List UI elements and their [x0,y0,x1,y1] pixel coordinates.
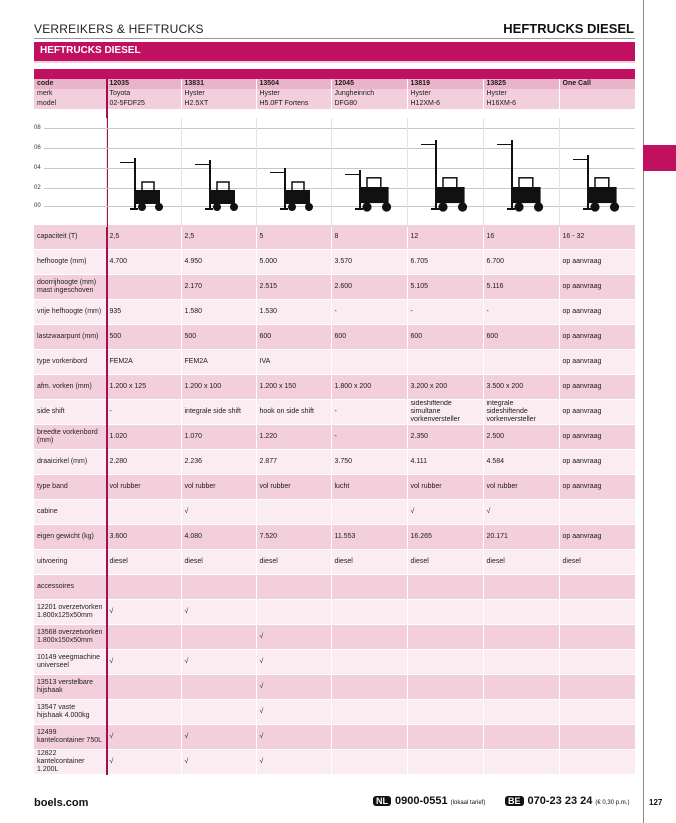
table-cell: 1.580 [181,300,256,325]
scale-tick: 04 [34,165,41,171]
table-cell: √ [256,750,331,775]
table-cell: 13831 [181,79,256,89]
table-cell: 1.020 [106,425,181,450]
table-cell: vol rubber [407,475,483,500]
table-row [34,650,635,675]
table-cell: op aanvraag [559,450,635,475]
row-label: lastzwaarpunt (mm) [34,325,106,350]
table-row [34,550,635,575]
table-cell [331,500,407,525]
table-cell: Hyster [181,89,256,99]
table-cell [331,700,407,725]
table-cell [331,750,407,775]
table-cell: 4.950 [181,250,256,275]
page-number: 127 [649,798,663,807]
table-cell [483,350,559,375]
table-cell: 4.080 [181,525,256,550]
column-separator [106,118,107,227]
column-separator [331,118,332,227]
column-separator [181,118,182,227]
table-cell [181,675,256,700]
table-cell: - [483,300,559,325]
row-label: hefhoogte (mm) [34,250,106,275]
table-cell: 2,5 [181,225,256,250]
table-cell: 2.500 [483,425,559,450]
table-cell: 12045 [331,79,407,89]
table-row [34,375,635,400]
row-label: side shift [34,400,106,425]
table-cell [559,600,635,625]
table-cell: √ [106,600,181,625]
table-cell: lucht [331,475,407,500]
model-row [34,99,635,109]
table-row [34,700,635,725]
table-cell: 13825 [483,79,559,89]
table-cell: 935 [106,300,181,325]
column-separator [407,118,408,227]
table-cell: 11.553 [331,525,407,550]
table-row [34,425,635,450]
table-cell: vol rubber [483,475,559,500]
table-cell: 5.116 [483,275,559,300]
table-cell: √ [181,650,256,675]
forklift-icon [339,118,399,227]
table-cell [483,675,559,700]
forklift-icon [491,118,551,227]
table-cell: - [331,400,407,425]
table-cell [559,575,635,600]
table-cell: 02-5FDF25 [106,99,181,109]
table-cell: H5.0FT Fortens [256,99,331,109]
table-cell: op aanvraag [559,425,635,450]
table-cell: op aanvraag [559,400,635,425]
table-cell [106,700,181,725]
table-cell [407,650,483,675]
table-row [34,250,635,275]
table-cell: √ [181,500,256,525]
row-label: doorrijhoogte (mm) mast ingeschoven [34,275,106,300]
column-separator [559,118,560,227]
table-cell: 1.220 [256,425,331,450]
nl-badge: NL [373,796,391,806]
table-cell: 2.350 [407,425,483,450]
table-cell: op aanvraag [559,525,635,550]
table-cell [407,725,483,750]
table-cell: op aanvraag [559,300,635,325]
table-cell: 8 [331,225,407,250]
table-cell: 5 [256,225,331,250]
header-rule [34,38,635,39]
table-cell [181,575,256,600]
row-label: 13547 vaste hijshaak 4.000kg [34,700,106,725]
nl-phone-number: 0900-0551 [395,795,448,807]
table-cell: H12XM-6 [407,99,483,109]
table-cell: √ [181,725,256,750]
table-row [34,400,635,425]
table-cell: 7.520 [256,525,331,550]
table-cell [559,500,635,525]
table-cell: FEM2A [106,350,181,375]
table-cell: 1.200 x 100 [181,375,256,400]
scale-tick: 08 [34,125,41,131]
table-cell: - [106,400,181,425]
row-label: eigen gewicht (kg) [34,525,106,550]
table-cell: vol rubber [181,475,256,500]
table-cell: One Call [559,79,635,89]
table-cell: 3.570 [331,250,407,275]
row-label: 13513 verstelbare hijshaak [34,675,106,700]
table-cell: diesel [256,550,331,575]
table-cell [256,600,331,625]
table-cell: 16.265 [407,525,483,550]
brand-row [34,89,635,99]
table-cell: 3.500 x 200 [483,375,559,400]
row-label: type band [34,475,106,500]
table-cell: op aanvraag [559,475,635,500]
table-cell: √ [256,675,331,700]
row-label: capaciteit (T) [34,225,106,250]
table-cell [256,500,331,525]
row-label: 13568 overzetvorken 1.800x150x50mm [34,625,106,650]
table-cell: diesel [483,550,559,575]
table-cell [331,600,407,625]
table-cell: 2.515 [256,275,331,300]
table-row [34,600,635,625]
nl-phone[interactable] [373,795,485,807]
table-cell: diesel [331,550,407,575]
forklift-icon [567,118,627,227]
table-cell: 5.105 [407,275,483,300]
table-cell [559,700,635,725]
table-cell: 6.705 [407,250,483,275]
table-cell: 1.800 x 200 [331,375,407,400]
table-cell [331,350,407,375]
table-cell: √ [256,650,331,675]
table-cell [559,675,635,700]
table-cell: √ [106,650,181,675]
table-cell: 4.700 [106,250,181,275]
table-cell [483,700,559,725]
table-cell [407,675,483,700]
row-label: merk [34,89,106,99]
table-cell: - [407,300,483,325]
table-cell: 2.600 [331,275,407,300]
code-row [34,79,635,89]
table-cell: 20.171 [483,525,559,550]
table-cell: H2.5XT [181,99,256,109]
table-cell: 1.200 x 150 [256,375,331,400]
table-cell [106,575,181,600]
row-label: vrije hefhoogte (mm) [34,300,106,325]
table-cell: 16 - 32 [559,225,635,250]
table-cell: 1.530 [256,300,331,325]
row-label: 12822 kantelcontainer 1.200L [34,750,106,775]
table-row [34,575,635,600]
table-cell: diesel [407,550,483,575]
table-cell [181,625,256,650]
table-cell [106,500,181,525]
table-top-bar [34,69,635,79]
table-cell [407,350,483,375]
section-title: VERREIKERS & HEFTRUCKS [34,22,204,36]
row-label: accessoires [34,575,106,600]
table-cell: √ [256,725,331,750]
table-cell [559,750,635,775]
row-label: afm. vorken (mm) [34,375,106,400]
table-cell: 2.280 [106,450,181,475]
table-row [34,750,635,775]
table-cell: 3.600 [106,525,181,550]
table-cell: DFG80 [331,99,407,109]
table-cell: hook on side shift [256,400,331,425]
table-row [34,325,635,350]
table-cell: op aanvraag [559,250,635,275]
table-cell: vol rubber [256,475,331,500]
forklift-icon [114,118,174,227]
table-cell [331,625,407,650]
table-cell: vol rubber [106,475,181,500]
table-cell: 600 [407,325,483,350]
table-row [34,450,635,475]
table-cell: √ [106,725,181,750]
scale-tick: 00 [34,203,41,209]
row-label: uitvoering [34,550,106,575]
table-cell: 2.236 [181,450,256,475]
table-cell: sideshiftende simultane vorkenversteller [407,400,483,425]
be-rate-note: (€ 0,30 p.m.) [595,800,630,806]
table-cell: diesel [181,550,256,575]
table-cell: IVA [256,350,331,375]
forklift-diagram-area [34,118,635,227]
banner-strip [34,61,635,63]
table-cell [331,650,407,675]
table-cell [331,675,407,700]
table-cell: diesel [106,550,181,575]
table-cell: Jungheinrich [331,89,407,99]
row-label: 10149 veegmachine universeel [34,650,106,675]
forklift-icon [189,118,249,227]
table-cell: 6.700 [483,250,559,275]
table-cell [106,625,181,650]
table-cell: 500 [106,325,181,350]
row-label: 12201 overzetvorken 1.800x125x50mm [34,600,106,625]
be-phone[interactable] [505,795,629,807]
table-cell: √ [181,600,256,625]
table-cell: 13819 [407,79,483,89]
be-phone-number: 070-23 23 24 [527,795,593,807]
table-cell [483,725,559,750]
table-cell [483,575,559,600]
table-cell: Hyster [407,89,483,99]
table-cell [483,750,559,775]
row-label: cabine [34,500,106,525]
table-cell: op aanvraag [559,325,635,350]
table-cell [181,700,256,725]
table-cell: 12035 [106,79,181,89]
table-cell [559,725,635,750]
table-cell: integrale sideshiftende vorkenversteller [483,400,559,425]
table-cell: 1.200 x 125 [106,375,181,400]
table-cell: √ [256,625,331,650]
table-row [34,625,635,650]
chapter-tab[interactable] [643,145,676,171]
table-row [34,475,635,500]
nl-rate-note: (lokaal tarief) [450,800,486,806]
table-cell: 4.584 [483,450,559,475]
table-cell: 4.111 [407,450,483,475]
row-label: type vorkenbord [34,350,106,375]
table-cell [407,700,483,725]
table-row [34,725,635,750]
table-row [34,275,635,300]
column-separator [483,118,484,227]
table-cell: √ [181,750,256,775]
page-edge-line [643,0,644,823]
page-title: HEFTRUCKS DIESEL [503,21,634,36]
table-cell: 600 [331,325,407,350]
table-cell: op aanvraag [559,275,635,300]
row-label: 12499 kantelcontainer 750L [34,725,106,750]
table-cell: 2,5 [106,225,181,250]
table-cell [559,650,635,675]
table-cell: 12 [407,225,483,250]
table-cell: integrale side shift [181,400,256,425]
table-row [34,300,635,325]
table-row [34,675,635,700]
table-cell: 600 [256,325,331,350]
table-cell: 5.000 [256,250,331,275]
table-row [34,350,635,375]
table-cell [106,275,181,300]
table-cell [331,725,407,750]
table-cell: 13504 [256,79,331,89]
table-cell: diesel [559,550,635,575]
table-banner [34,42,635,61]
scale-tick: 02 [34,185,41,191]
table-cell [407,575,483,600]
table-row [34,500,635,525]
table-cell [407,750,483,775]
forklift-icon [264,118,324,227]
scale-tick: 06 [34,145,41,151]
be-badge: BE [505,796,524,806]
table-cell [559,89,635,99]
row-label: breedte vorkenbord (mm) [34,425,106,450]
table-cell [256,575,331,600]
table-cell [407,600,483,625]
table-cell: √ [483,500,559,525]
website-link[interactable]: boels.com [34,797,89,809]
row-label: model [34,99,106,109]
row-label: draaicirkel (mm) [34,450,106,475]
forklift-icon [415,118,475,227]
banner-label: HEFTRUCKS DIESEL [40,45,141,56]
table-cell: 600 [483,325,559,350]
table-cell [483,600,559,625]
table-cell: H16XM-6 [483,99,559,109]
column-separator [256,118,257,227]
table-cell: √ [106,750,181,775]
table-cell [483,650,559,675]
table-cell [331,575,407,600]
table-cell: 3.750 [331,450,407,475]
table-cell [106,675,181,700]
table-cell: 16 [483,225,559,250]
table-cell: 2.877 [256,450,331,475]
table-cell: - [331,300,407,325]
table-cell [483,625,559,650]
table-cell: 3.200 x 200 [407,375,483,400]
table-cell: 1.070 [181,425,256,450]
table-cell: op aanvraag [559,350,635,375]
table-cell [559,625,635,650]
table-cell: FEM2A [181,350,256,375]
table-cell: Hyster [483,89,559,99]
table-row [34,525,635,550]
table-cell: op aanvraag [559,375,635,400]
table-cell: √ [256,700,331,725]
table-cell: Hyster [256,89,331,99]
table-cell [407,625,483,650]
row-label: code [34,79,106,89]
table-row [34,225,635,250]
table-cell: 500 [181,325,256,350]
table-cell: - [331,425,407,450]
table-cell: Toyota [106,89,181,99]
table-cell: 2.170 [181,275,256,300]
table-cell: √ [407,500,483,525]
table-cell [559,99,635,109]
